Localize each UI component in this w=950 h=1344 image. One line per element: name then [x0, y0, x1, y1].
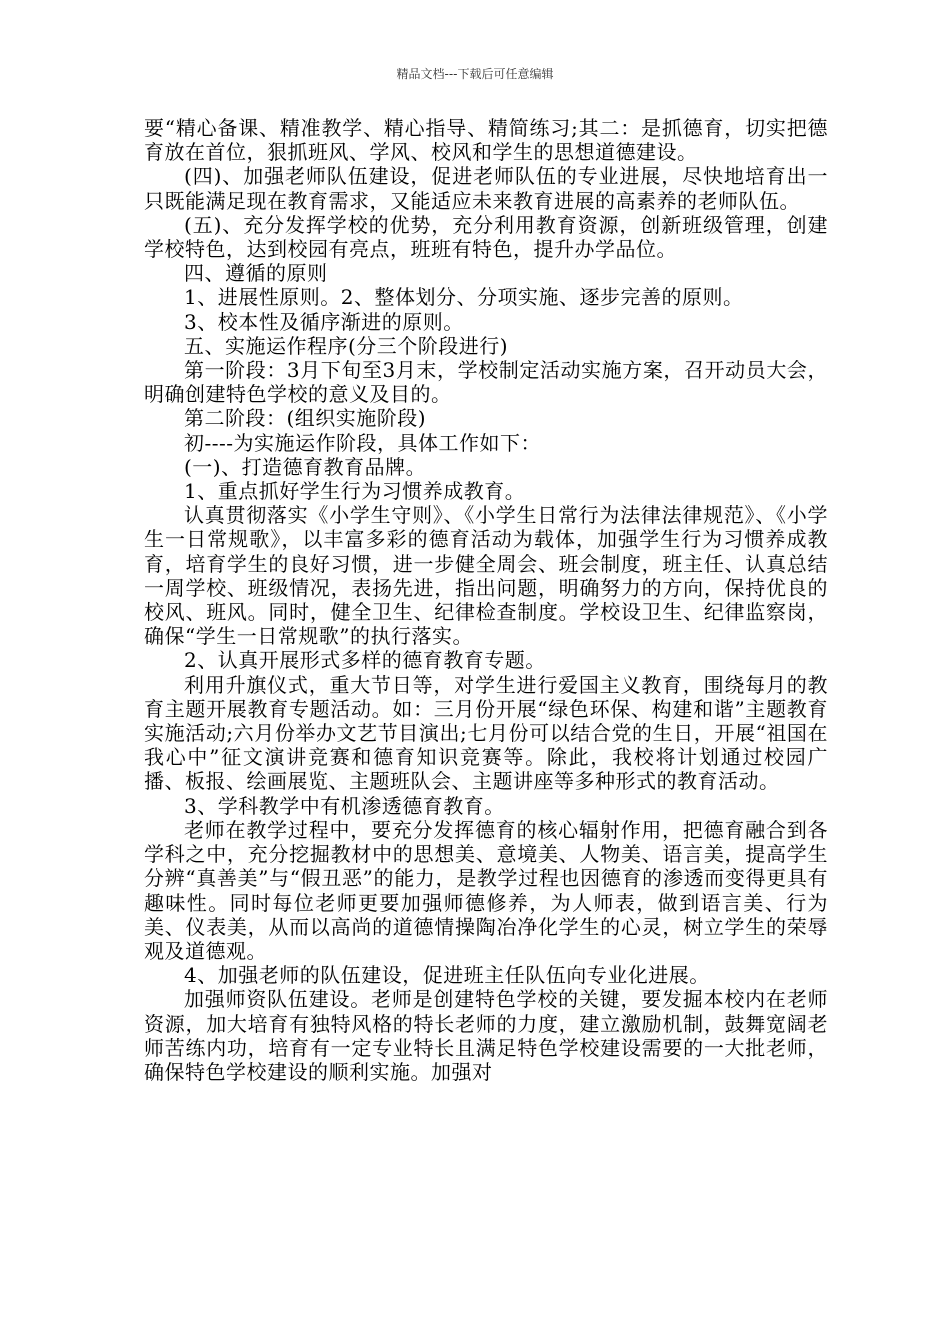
page-header-watermark: 精品文档---下载后可任意编辑: [396, 67, 554, 81]
paragraph: 认真贯彻落实《小学生守则》、《小学生日常行为法律法律规范》、《小学生一日常规歌》，以丰富多彩的德育活动为载体，加强学生行为习惯养成教育，培育学生的良好习惯，进一步健全周会、班会制度，班主任、认真总结一周学校、班级情况，表扬先进，指出问题，明确努力的方向，保持优良的校风、班风。同时，健全卫生、纪律检查制度。学校设卫生、纪律监察岗，确保“学生一日常规歌”的执行落实。: [144, 503, 828, 649]
document-body: [144, 116, 828, 1084]
paragraph: 第一阶段：3月下旬至3月末，学校制定活动实施方案，召开动员大会，明确创建特色学校的意义及目的。: [144, 358, 828, 407]
paragraph: (四)、加强老师队伍建设，促进老师队伍的专业进展，尽快地培育出一只既能满足现在教育需求，又能适应未来教育进展的高素养的老师队伍。: [144, 164, 828, 213]
paragraph: (五)、充分发挥学校的优势，充分利用教育资源，创新班级管理，创建学校特色，达到校园有亮点，班班有特色，提升办学品位。: [144, 212, 828, 262]
paragraph: 初----为实施运作阶段，具体工作如下：: [184, 430, 542, 455]
paragraph: 2、认真开展形式多样的德育教育专题。: [184, 648, 546, 673]
paragraph: 第二阶段：(组织实施阶段): [184, 406, 427, 431]
paragraph: 老师在教学过程中，要充分发挥德育的核心辐射作用，把德育融合到各学科之中，充分挖掘教材中的思想美、意境美、人物美、语言美，提高学生分辨“真善美”与“假丑恶”的能力，是教学过程也因德育的渗透而变得更具有趣味性。同时每位老师更要加强师德修养，为人师表，做到语言美、行为美、仪表美，从而以高尚的道德情操陶冶净化学生的心灵，树立学生的荣辱观及道德观。: [144, 817, 828, 963]
paragraph: (一)、打造德育教育品牌。: [184, 454, 427, 479]
paragraph: 4、加强老师的队伍建设，促进班主任队伍向专业化进展。: [184, 963, 710, 988]
paragraph: 1、进展性原则。2、整体划分、分项实施、逐步完善的原则。: [184, 285, 744, 310]
paragraph: 3、校本性及循序渐进的原则。: [184, 309, 464, 334]
paragraph: 1、重点抓好学生行为习惯养成教育。: [184, 479, 526, 504]
paragraph: 要“精心备课、精准教学、精心指导、精简练习;其二：是抓德育，切实把德育放在首位，狠抓班风、学风、校风和学生的思想道德建设。: [144, 116, 828, 165]
paragraph: 四、遵循的原则: [184, 261, 328, 286]
paragraph: 3、学科教学中有机渗透德育教育。: [184, 793, 505, 818]
paragraph: 五、实施运作程序(分三个阶段进行): [184, 333, 509, 358]
paragraph: 加强师资队伍建设。老师是创建特色学校的关键，要发掘本校内在老师资源，加大培育有独特风格的特长老师的力度，建立激励机制，鼓舞宽阔老师苦练内功，培育有一定专业特长且满足特色学校建设需要的一大批老师，确保特色学校建设的顺利实施。加强对: [144, 987, 828, 1084]
paragraph: 利用升旗仪式，重大节日等，对学生进行爱国主义教育，围绕每月的教育主题开展教育专题活动。如：三月份开展“绿色环保、构建和谐”主题教育实施活动;六月份举办文艺节目演出;七月份可以结合党的生日，开展“祖国在我心中”征文演讲竞赛和德育知识竞赛等。除此，我校将计划通过校园广播、板报、绘画展览、主题班队会、主题讲座等多种形式的教育活动。: [144, 672, 828, 794]
